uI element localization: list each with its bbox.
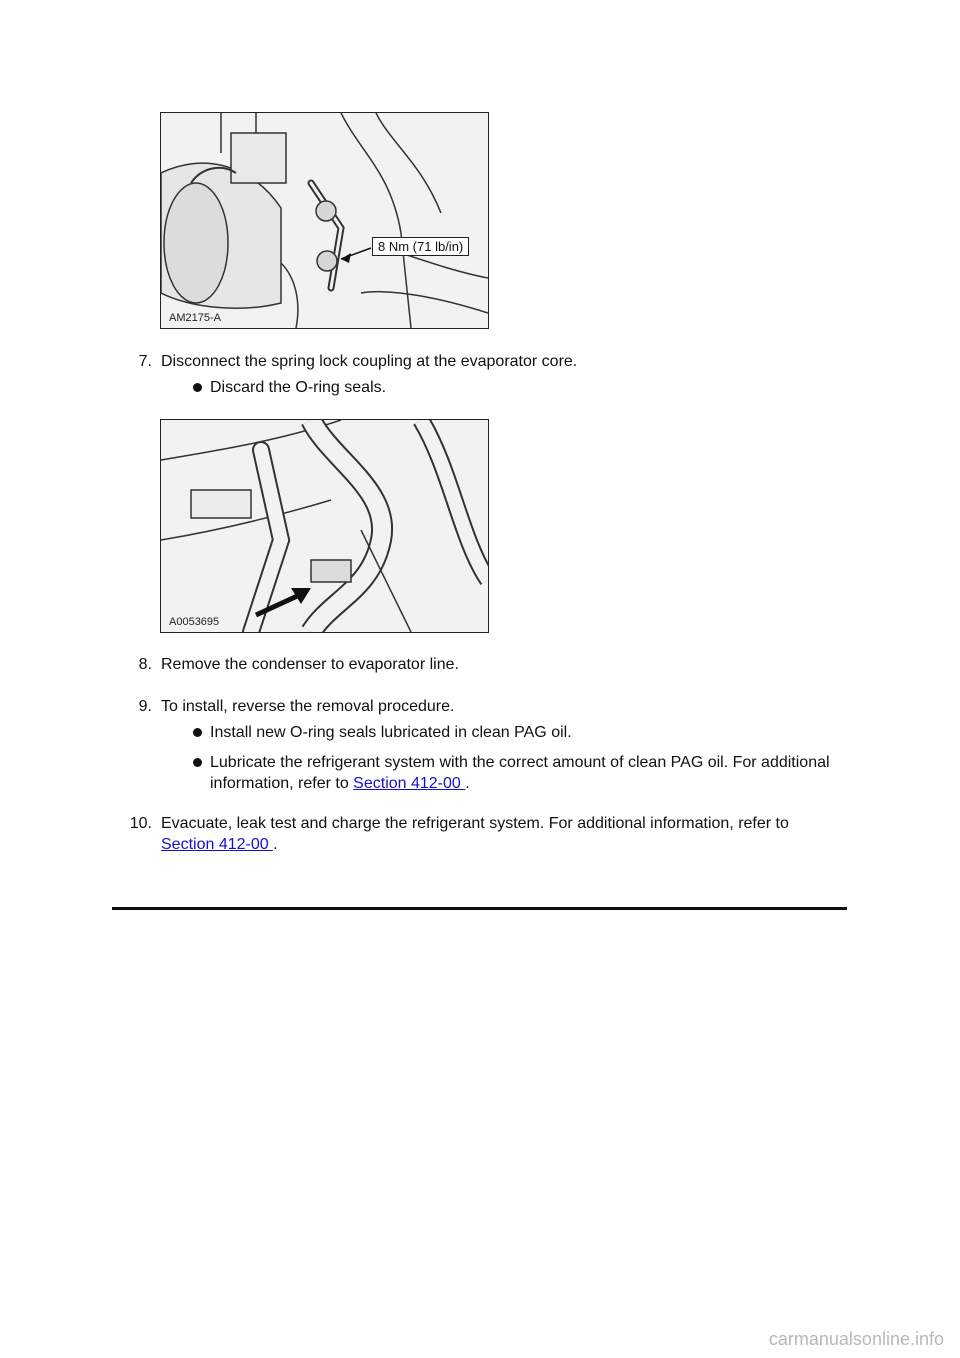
figure-a0053695 [160,419,489,633]
bullet-dot [193,728,202,737]
bullet-text-line2 [210,773,470,794]
bullet-text: Install new O-ring seals lubricated in clean PAG oil. [210,724,572,741]
figure-label: AM2175-A [169,312,221,324]
step-text: Disconnect the spring lock coupling at the evaporator core. [161,353,578,370]
torque-callout: 8 Nm (71 lb/in) [372,237,469,256]
step-text: To install, reverse the removal procedure. [161,698,455,715]
step-text: Remove the condenser to evaporator line. [161,656,459,673]
step-number: 10. [129,815,152,832]
section-412-00-link[interactable]: Section 412-00 [353,775,466,792]
bullet-dot [193,758,202,767]
engine-illustration-1 [161,113,488,328]
bullet-text-line1: Lubricate the refrigerant system with the correct amount of clean PAG oil. For additional [210,754,830,771]
step-text-line1: Evacuate, leak test and charge the refrigerant system. For additional information, refer to [161,815,789,832]
step-number: 9. [138,698,152,715]
figure-label: A0053695 [169,616,220,628]
bullet-text-suffix: . [465,775,470,792]
section-divider [112,907,847,910]
step-number: 8. [138,656,152,673]
step-number: 7. [138,353,152,370]
watermark: carmanualsonline.info [768,1329,944,1349]
section-412-00-link-2[interactable]: Section 412-00 [161,836,274,853]
step-text-suffix: . [273,836,278,853]
figure-am2175-a [160,112,489,329]
engine-illustration-2 [161,420,488,632]
bullet-text-prefix: information, refer to [210,775,354,792]
bullet-dot [193,383,202,392]
bullet-text: Discard the O-ring seals. [210,379,387,396]
step-text-line2 [161,834,278,855]
